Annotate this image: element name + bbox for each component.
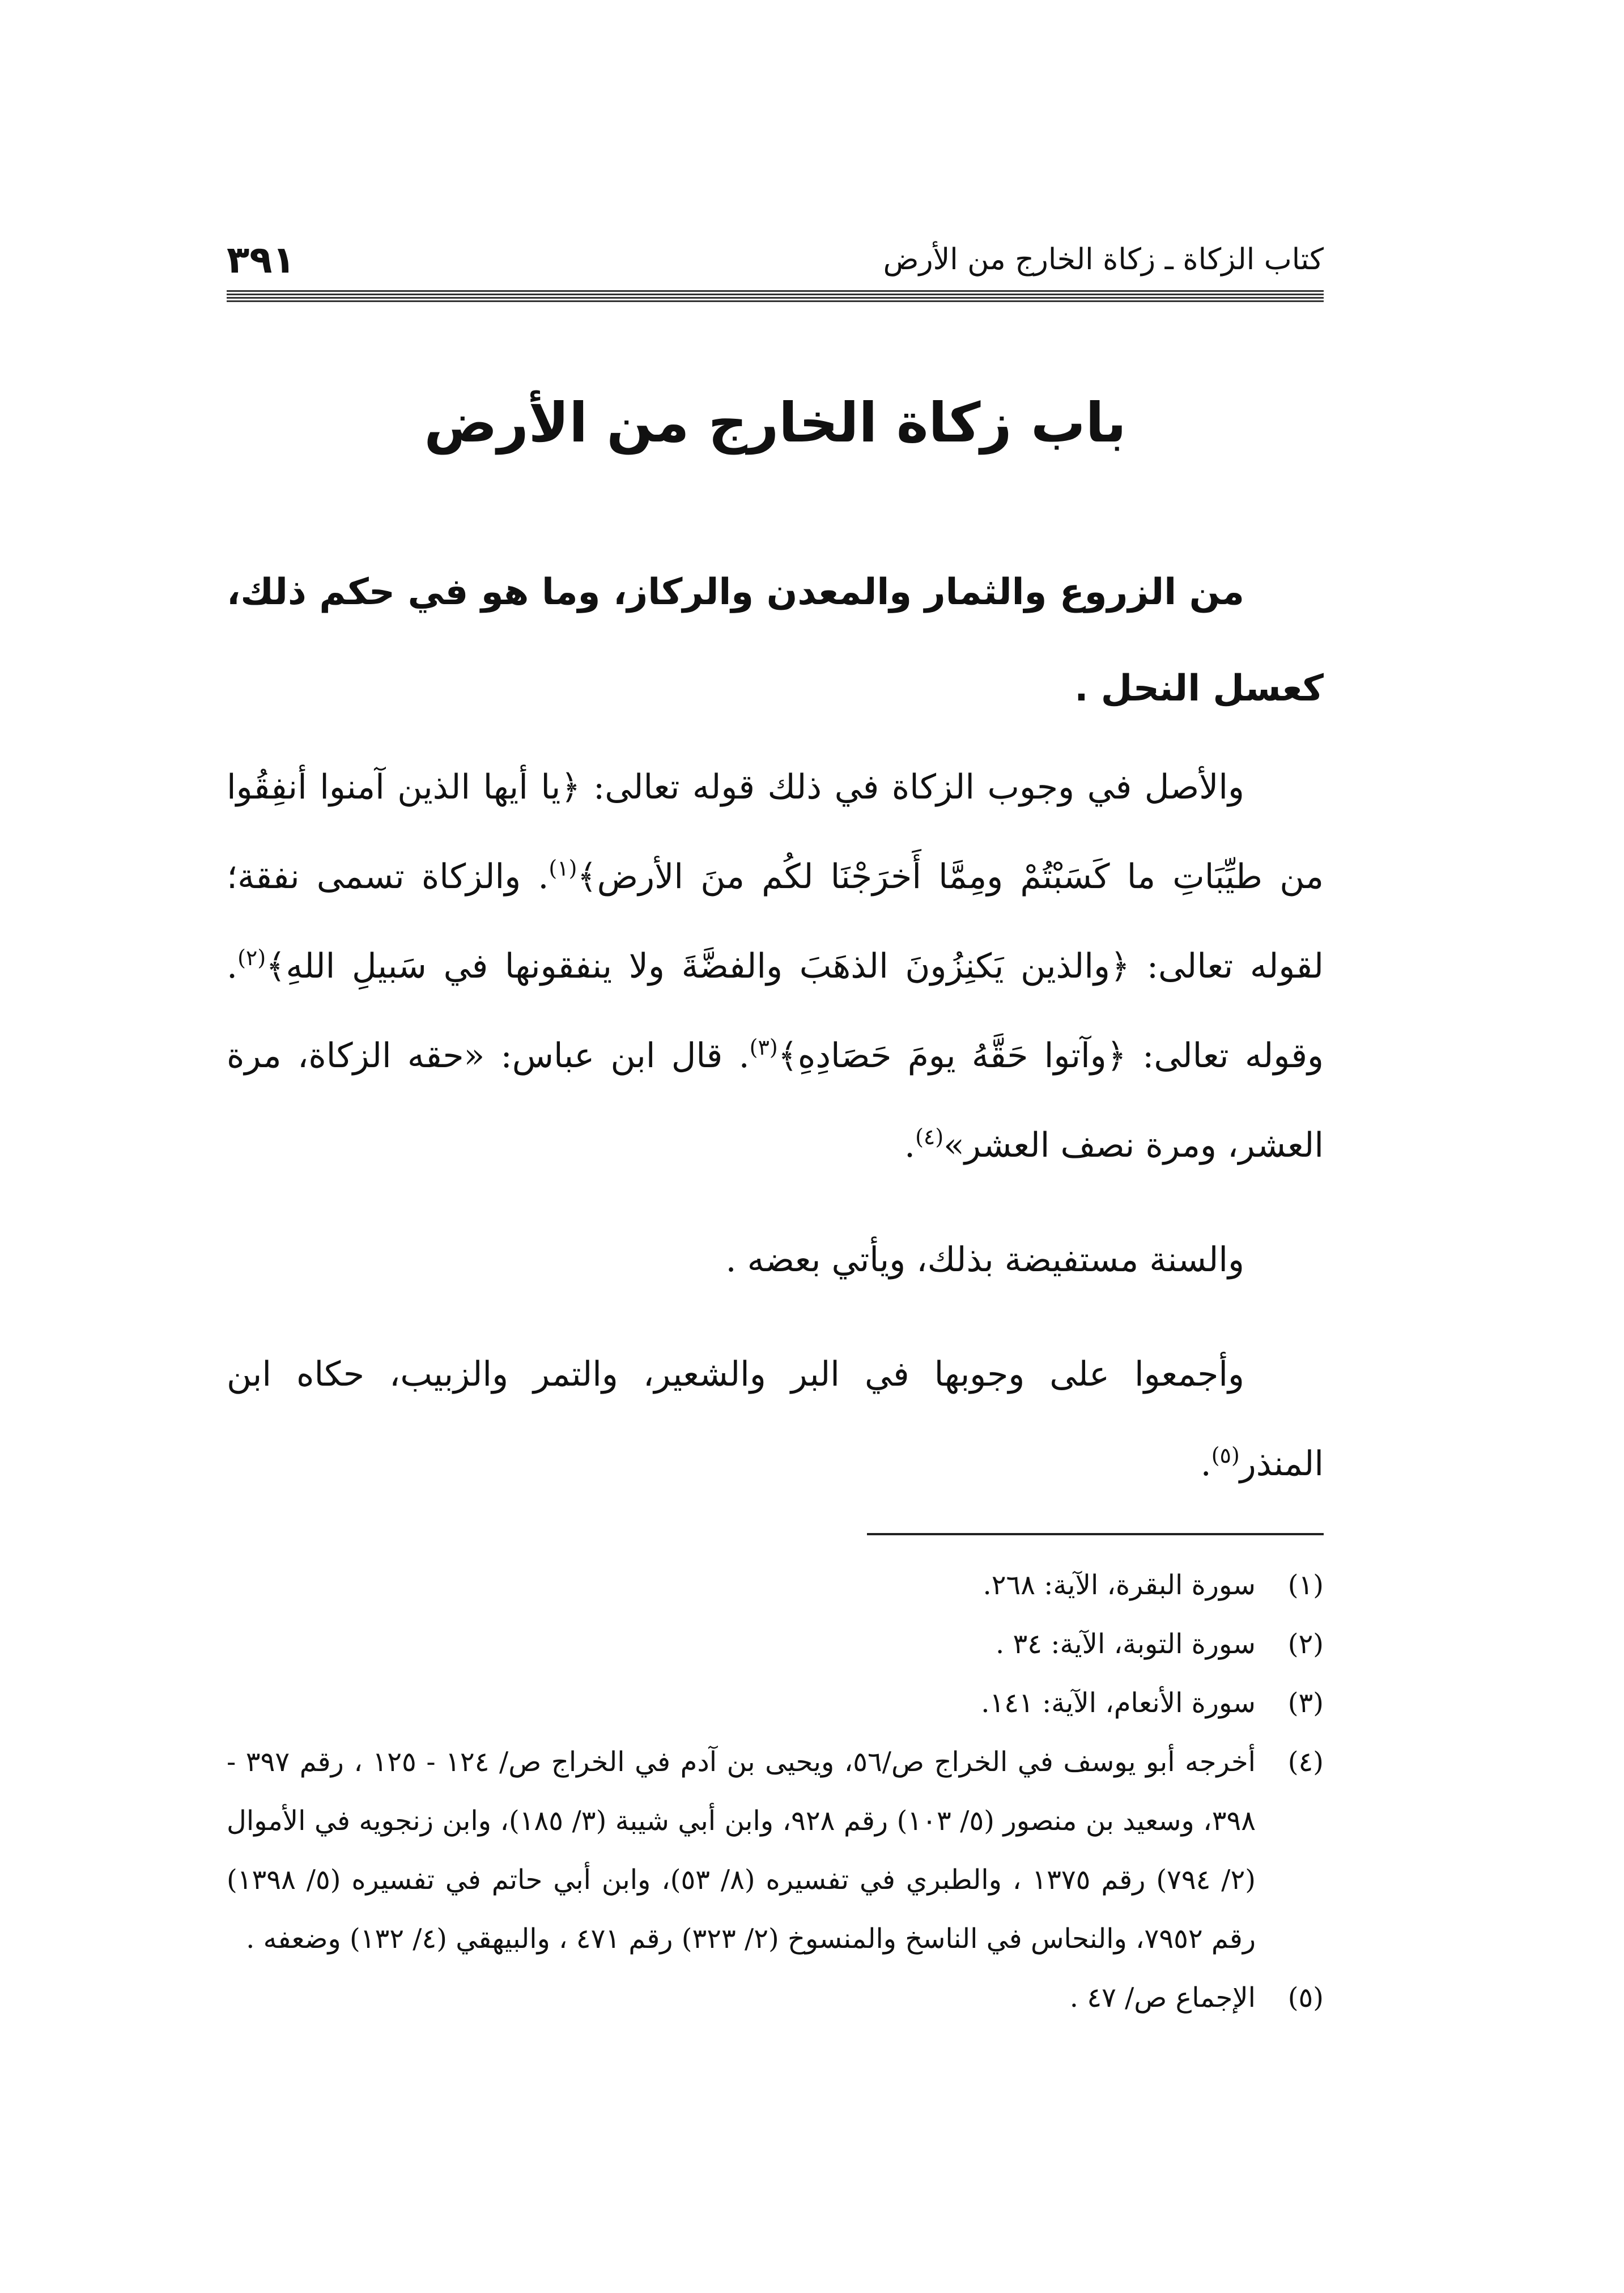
footnote-2 xyxy=(227,1615,1324,1674)
footnotes xyxy=(227,1556,1324,2027)
body-text xyxy=(227,742,1324,1534)
footnote-number: (٥) xyxy=(1287,1982,1324,2014)
paragraph-end-1: . xyxy=(904,1126,916,1165)
footnote-number: (١) xyxy=(1287,1569,1324,1601)
footnote-text: أخرجه أبو يوسف في الخراج ص/٥٦، ويحيى بن آدم في الخراج ص/ ١٢٤ - ١٢٥ ، رقم ٣٩٧ - ٣٩٨، وسعيد بن منصور (٥/ ١٠٣) رقم ٩٢٨، وابن أبي شيبة (٣/ ١٨٥)، وابن زنجويه في الأموال (٢/ ٧٩٤) رقم ١٣٧٥ ، والطبري في تفسيره (٨/ ٥٣)، وابن أبي حاتم في تفسيره (٥/ ١٣٩٨) رقم ٧٩٥٢، والنحاس في الناسخ والمنسوخ (٢/ ٣٢٣) رقم ٤٧١ ، والبيهقي (٤/ ١٣٢) وضعفه . xyxy=(227,1746,1256,1955)
footnote-number: (٣) xyxy=(1287,1687,1324,1719)
quran-verse-2: ﴿والذين يَكنِزُونَ الذهَبَ والفضَّةَ ولا ينفقونها في سَبيلِ اللهِ﴾ xyxy=(266,946,1130,986)
paragraph-evidence-quran xyxy=(227,742,1324,1190)
footnote-ref-2: (٢) xyxy=(237,945,266,970)
footnote-divider xyxy=(867,1533,1324,1535)
footnote-ref-4: (٤) xyxy=(915,1124,944,1149)
footnote-text: سورة البقرة، الآية: ٢٦٨. xyxy=(983,1569,1256,1601)
footnote-ref-1: (١) xyxy=(549,856,577,881)
page-number: ٣٩١ xyxy=(227,238,295,282)
footnote-number: (٢) xyxy=(1287,1628,1324,1660)
footnote-ref-5: (٥) xyxy=(1211,1443,1240,1468)
paragraph-text-3: . قال ابن عباس: xyxy=(484,1036,750,1076)
footnote-5 xyxy=(227,1968,1324,2027)
footnote-text: سورة الأنعام، الآية: ١٤١. xyxy=(981,1687,1256,1719)
quran-verse-1: ﴿يا أيها الذين آمنوا أنفِقُوا من طيِّبَاتِ ما كَسَبْتُمْ ومِمَّا أَخرَجْنَا لكُم منَ الأرض﴾ xyxy=(227,767,1324,897)
paragraph-end-3: . xyxy=(1200,1444,1211,1484)
footnote-ref-3: (٣) xyxy=(749,1035,778,1060)
paragraph-intro: والأصل في وجوب الزكاة في ذلك قوله تعالى: xyxy=(580,767,1245,807)
paragraph-text-2: . وقوله تعالى: xyxy=(227,946,1324,1076)
quran-verse-3: ﴿وآتوا حَقَّهُ يومَ حَصَادِهِ﴾ xyxy=(777,1036,1126,1076)
footnote-3 xyxy=(227,1674,1324,1733)
footnote-text: سورة التوبة، الآية: ٣٤ . xyxy=(996,1628,1256,1660)
footnote-4 xyxy=(227,1733,1324,1968)
chapter-subtitle: من الزروع والثمار والمعدن والركاز، وما هو في حكم ذلك، كعسل النحل . xyxy=(227,571,1324,710)
header-divider xyxy=(227,290,1324,303)
ibn-abbas-quote: «حقه الزكاة، مرة العشر، ومرة نصف العشر» xyxy=(227,1036,1324,1165)
paragraph-text-1: . والزكاة تسمى نفقة؛ لقوله تعالى: xyxy=(227,857,1324,986)
consensus-text: وأجمعوا على وجوبها في البر والشعير، والتمر والزبيب، حكاه ابن المنذر xyxy=(227,1354,1324,1484)
paragraph-sunnah: والسنة مستفيضة بذلك، ويأتي بعضه . xyxy=(725,1240,1244,1280)
chapter-title: باب زكاة الخارج من الأرض xyxy=(424,391,1126,455)
footnote-1 xyxy=(227,1556,1324,1615)
footnote-text: الإجماع ص/ ٤٧ . xyxy=(1069,1982,1256,2014)
footnote-number: (٤) xyxy=(1287,1746,1324,1778)
paragraph-consensus xyxy=(227,1330,1324,1509)
running-title: كتاب الزكاة ـ زكاة الخارج من الأرض xyxy=(883,243,1324,277)
